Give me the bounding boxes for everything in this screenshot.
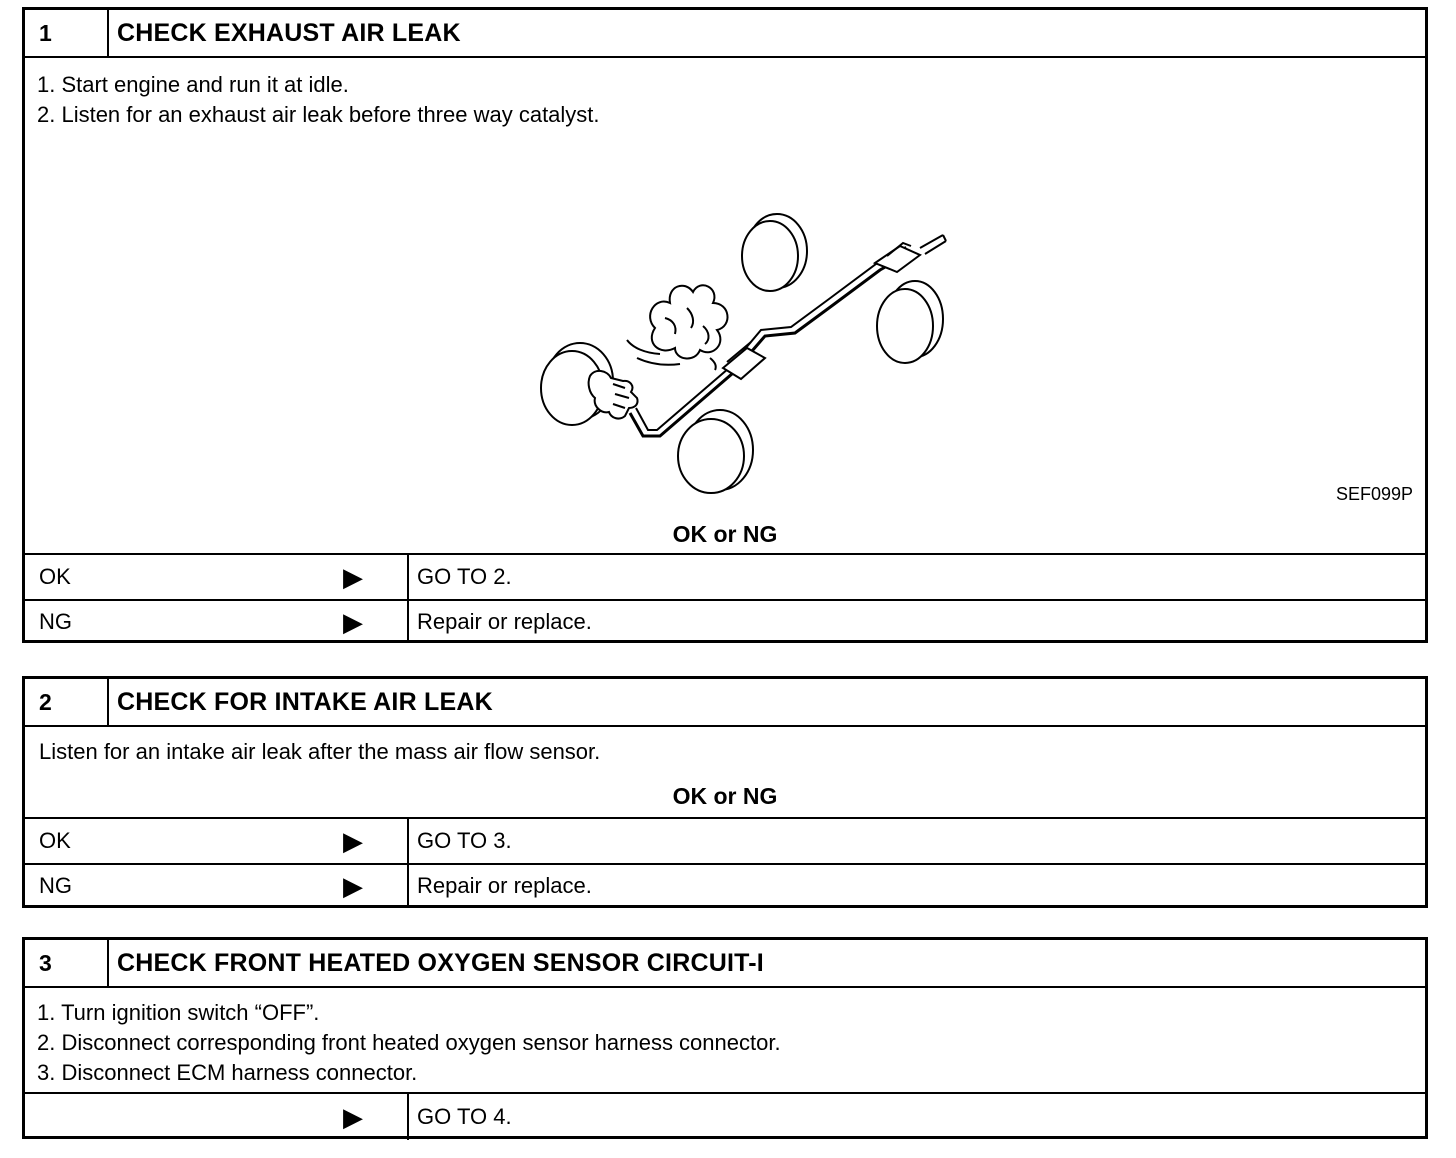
step-1-box	[22, 7, 1428, 643]
step-number: 3	[25, 940, 109, 986]
step-number: 2	[25, 679, 109, 725]
arrow-icon: ▶	[343, 606, 363, 637]
result-label: NG	[39, 873, 72, 898]
result-row-ng	[25, 863, 1425, 907]
step-2-header	[25, 679, 1425, 727]
catalyst	[723, 342, 765, 379]
result-row-ok	[25, 819, 1425, 863]
result-action: GO TO 2.	[407, 555, 1425, 599]
ok-or-ng-label: OK or NG	[672, 783, 778, 809]
result-action: Repair or replace.	[407, 601, 1425, 643]
instruction-item: 2. Disconnect corresponding front heated oxygen sensor harness connector.	[37, 1030, 781, 1055]
instruction-text: Listen for an intake air leak after the mass air flow sensor.	[39, 739, 601, 764]
result-row-ng	[25, 599, 1425, 643]
instruction-item: 2. Listen for an exhaust air leak before three way catalyst.	[37, 102, 600, 127]
result-action: GO TO 4.	[407, 1094, 1425, 1140]
step-2-body	[25, 727, 1425, 819]
instruction-item: 1. Start engine and run it at idle.	[37, 72, 349, 97]
step-1-body	[25, 58, 1425, 555]
instruction-item: 3. Disconnect ECM harness connector.	[37, 1060, 418, 1085]
figure-code: SEF099P	[1335, 484, 1413, 504]
step-number: 1	[25, 10, 109, 56]
result-label: OK	[39, 828, 71, 853]
arrow-icon: ▶	[343, 561, 363, 592]
step-2-box	[22, 676, 1428, 908]
result-label: OK	[39, 564, 71, 589]
step-title: CHECK FOR INTAKE AIR LEAK	[117, 687, 493, 716]
arrow-icon: ▶	[343, 1101, 363, 1132]
ok-or-ng-label: OK or NG	[672, 521, 778, 547]
result-action: GO TO 3.	[407, 819, 1425, 863]
wheel-front-right	[678, 410, 753, 493]
result-label: NG	[39, 609, 72, 634]
result-row-next	[25, 1094, 1425, 1140]
muffler	[875, 235, 946, 272]
step-3-body	[25, 988, 1425, 1094]
wheel-rear-right	[877, 281, 943, 363]
step-3-header	[25, 940, 1425, 988]
wheel-rear-left	[742, 214, 807, 291]
step-3-box	[22, 937, 1428, 1139]
step-instructions	[37, 70, 600, 130]
step-instructions	[37, 998, 781, 1088]
step-title: CHECK EXHAUST AIR LEAK	[117, 18, 461, 47]
step-1-header	[25, 10, 1425, 58]
instruction-item: 1. Turn ignition switch “OFF”.	[37, 1000, 320, 1025]
step-title: CHECK FRONT HEATED OXYGEN SENSOR CIRCUIT-I	[117, 948, 764, 977]
result-row-ok	[25, 555, 1425, 599]
result-action: Repair or replace.	[407, 865, 1425, 907]
arrow-icon: ▶	[343, 870, 363, 901]
exhaust-leak-illustration	[515, 208, 965, 498]
exhaust-smoke	[627, 285, 728, 370]
arrow-icon: ▶	[343, 825, 363, 856]
